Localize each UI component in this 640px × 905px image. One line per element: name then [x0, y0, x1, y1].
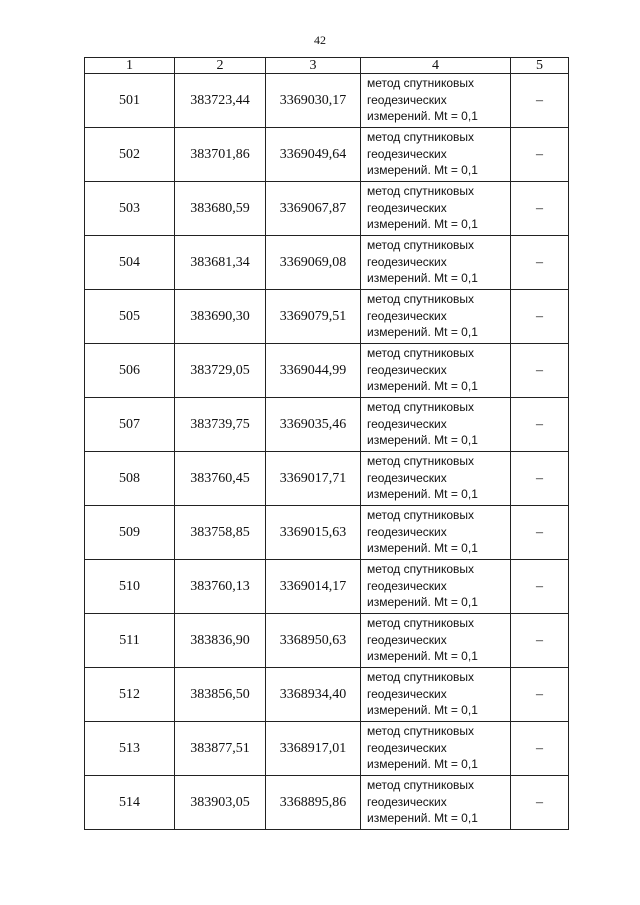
method-cell	[361, 560, 511, 614]
note-cell: –	[511, 452, 569, 506]
table-row	[85, 74, 569, 128]
method-line: измерений. Mt = 0,1	[367, 271, 478, 285]
column-header-3: 3	[266, 58, 361, 74]
point-number-cell: 509	[85, 506, 175, 560]
method-line: метод спутниковых	[367, 778, 475, 792]
x-coordinate-cell: 383877,51	[175, 722, 266, 776]
table-header-row	[85, 58, 569, 74]
method-cell	[361, 776, 511, 830]
method-line: метод спутниковых	[367, 400, 475, 414]
table-row	[85, 452, 569, 506]
method-line: измерений. Mt = 0,1	[367, 325, 478, 339]
method-line: геодезических	[367, 200, 447, 215]
table-row	[85, 614, 569, 668]
table-row	[85, 506, 569, 560]
coordinates-table	[84, 57, 569, 830]
table-row	[85, 668, 569, 722]
table-row	[85, 398, 569, 452]
note-cell: –	[511, 290, 569, 344]
x-coordinate-cell: 383723,44	[175, 74, 266, 128]
table-row	[85, 722, 569, 776]
table-row	[85, 128, 569, 182]
method-cell	[361, 236, 511, 290]
method-line: геодезических	[367, 524, 447, 539]
method-line: геодезических	[367, 686, 447, 701]
method-line: измерений. Mt = 0,1	[367, 487, 478, 501]
method-line: геодезических	[367, 362, 447, 377]
method-line: геодезических	[367, 632, 447, 647]
y-coordinate-cell: 3369014,17	[266, 560, 361, 614]
y-coordinate-cell: 3369017,71	[266, 452, 361, 506]
method-line: геодезических	[367, 794, 447, 809]
method-line: измерений. Mt = 0,1	[367, 649, 478, 663]
note-cell: –	[511, 506, 569, 560]
point-number-cell: 507	[85, 398, 175, 452]
x-coordinate-cell: 383758,85	[175, 506, 266, 560]
method-line: метод спутниковых	[367, 76, 475, 90]
point-number-cell: 501	[85, 74, 175, 128]
table-body	[85, 74, 569, 830]
table-row	[85, 290, 569, 344]
method-line: метод спутниковых	[367, 238, 475, 252]
method-line: геодезических	[367, 146, 447, 161]
method-line: геодезических	[367, 254, 447, 269]
y-coordinate-cell: 3369030,17	[266, 74, 361, 128]
method-cell	[361, 74, 511, 128]
method-cell	[361, 614, 511, 668]
note-cell: –	[511, 560, 569, 614]
point-number-cell: 505	[85, 290, 175, 344]
x-coordinate-cell: 383681,34	[175, 236, 266, 290]
method-line: метод спутниковых	[367, 670, 475, 684]
method-line: метод спутниковых	[367, 184, 475, 198]
method-line: геодезических	[367, 578, 447, 593]
point-number-cell: 508	[85, 452, 175, 506]
method-cell	[361, 506, 511, 560]
x-coordinate-cell: 383856,50	[175, 668, 266, 722]
method-line: метод спутниковых	[367, 616, 475, 630]
x-coordinate-cell: 383690,30	[175, 290, 266, 344]
method-line: геодезических	[367, 416, 447, 431]
note-cell: –	[511, 722, 569, 776]
method-line: метод спутниковых	[367, 562, 475, 576]
method-cell	[361, 182, 511, 236]
method-line: измерений. Mt = 0,1	[367, 433, 478, 447]
note-cell: –	[511, 182, 569, 236]
note-cell: –	[511, 344, 569, 398]
method-cell	[361, 398, 511, 452]
method-line: измерений. Mt = 0,1	[367, 595, 478, 609]
method-line: метод спутниковых	[367, 724, 475, 738]
method-line: метод спутниковых	[367, 346, 475, 360]
point-number-cell: 514	[85, 776, 175, 830]
point-number-cell: 511	[85, 614, 175, 668]
x-coordinate-cell: 383680,59	[175, 182, 266, 236]
x-coordinate-cell: 383739,75	[175, 398, 266, 452]
method-line: метод спутниковых	[367, 130, 475, 144]
method-cell	[361, 344, 511, 398]
method-line: измерений. Mt = 0,1	[367, 217, 478, 231]
x-coordinate-cell: 383760,13	[175, 560, 266, 614]
method-line: измерений. Mt = 0,1	[367, 703, 478, 717]
column-header-1: 1	[85, 58, 175, 74]
method-line: геодезических	[367, 92, 447, 107]
note-cell: –	[511, 668, 569, 722]
column-header-4: 4	[361, 58, 511, 74]
y-coordinate-cell: 3369035,46	[266, 398, 361, 452]
column-header-5: 5	[511, 58, 569, 74]
method-cell	[361, 668, 511, 722]
table-row	[85, 236, 569, 290]
y-coordinate-cell: 3369079,51	[266, 290, 361, 344]
note-cell: –	[511, 776, 569, 830]
note-cell: –	[511, 74, 569, 128]
x-coordinate-cell: 383903,05	[175, 776, 266, 830]
y-coordinate-cell: 3368917,01	[266, 722, 361, 776]
point-number-cell: 502	[85, 128, 175, 182]
table-row	[85, 776, 569, 830]
note-cell: –	[511, 614, 569, 668]
method-line: измерений. Mt = 0,1	[367, 541, 478, 555]
method-line: измерений. Mt = 0,1	[367, 757, 478, 771]
method-line: геодезических	[367, 470, 447, 485]
y-coordinate-cell: 3368950,63	[266, 614, 361, 668]
method-line: измерений. Mt = 0,1	[367, 163, 478, 177]
method-line: метод спутниковых	[367, 292, 475, 306]
method-line: измерений. Mt = 0,1	[367, 811, 478, 825]
y-coordinate-cell: 3368895,86	[266, 776, 361, 830]
point-number-cell: 512	[85, 668, 175, 722]
x-coordinate-cell: 383701,86	[175, 128, 266, 182]
method-line: метод спутниковых	[367, 454, 475, 468]
point-number-cell: 513	[85, 722, 175, 776]
y-coordinate-cell: 3369049,64	[266, 128, 361, 182]
column-header-2: 2	[175, 58, 266, 74]
x-coordinate-cell: 383729,05	[175, 344, 266, 398]
point-number-cell: 506	[85, 344, 175, 398]
page-number: 42	[314, 33, 326, 47]
method-line: метод спутниковых	[367, 508, 475, 522]
method-cell	[361, 128, 511, 182]
method-line: измерений. Mt = 0,1	[367, 109, 478, 123]
x-coordinate-cell: 383760,45	[175, 452, 266, 506]
method-line: геодезических	[367, 308, 447, 323]
x-coordinate-cell: 383836,90	[175, 614, 266, 668]
y-coordinate-cell: 3369015,63	[266, 506, 361, 560]
method-cell	[361, 290, 511, 344]
table-row	[85, 182, 569, 236]
note-cell: –	[511, 398, 569, 452]
point-number-cell: 510	[85, 560, 175, 614]
note-cell: –	[511, 128, 569, 182]
y-coordinate-cell: 3369044,99	[266, 344, 361, 398]
method-line: геодезических	[367, 740, 447, 755]
note-cell: –	[511, 236, 569, 290]
point-number-cell: 504	[85, 236, 175, 290]
y-coordinate-cell: 3369067,87	[266, 182, 361, 236]
y-coordinate-cell: 3369069,08	[266, 236, 361, 290]
point-number-cell: 503	[85, 182, 175, 236]
table-row	[85, 344, 569, 398]
method-cell	[361, 452, 511, 506]
method-line: измерений. Mt = 0,1	[367, 379, 478, 393]
y-coordinate-cell: 3368934,40	[266, 668, 361, 722]
method-cell	[361, 722, 511, 776]
table-row	[85, 560, 569, 614]
